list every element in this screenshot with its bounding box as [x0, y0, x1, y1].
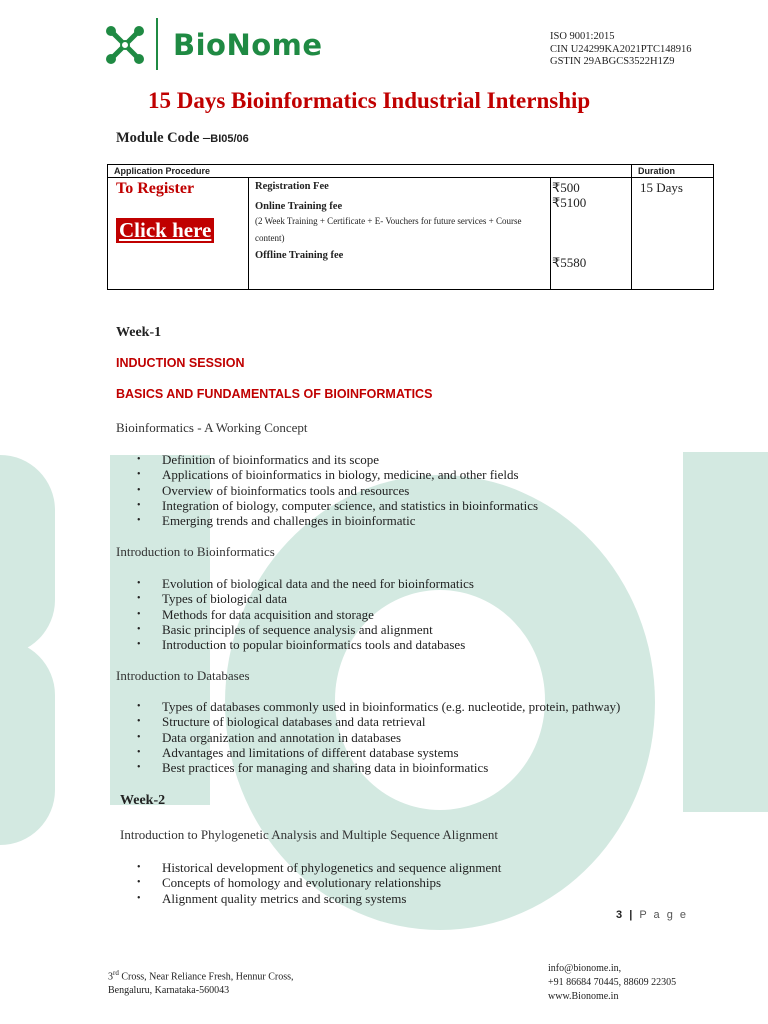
bullet-icon: •: [137, 454, 141, 465]
bullet-icon: •: [137, 484, 141, 496]
registration-fee-label: Registration Fee: [255, 181, 329, 192]
bullet-icon: •: [137, 515, 141, 527]
amount-registration: ₹500: [552, 180, 580, 195]
col-header-procedure: Application Procedure: [108, 165, 632, 178]
list-item: • Introduction to popular bioinformatics tools and databases: [137, 637, 466, 653]
list-item: • Integration of biology, computer science, and statistics in bioinformatics: [137, 497, 539, 513]
offline-fee-label: Offline Training fee: [255, 250, 344, 261]
contact-phone: +91 86684 70445, 88609 22305: [548, 977, 677, 988]
list-item: • Data organization and annotation in databases: [137, 729, 402, 745]
footer-contact: [548, 962, 676, 1004]
amount-cell: [551, 178, 632, 290]
section-title: Bioinformatics - A Working Concept: [116, 420, 308, 435]
module-code-value: BI05/06: [210, 133, 249, 145]
logo: [104, 18, 344, 74]
cin-line: CIN U24299KA2021PTC148916: [550, 43, 692, 55]
page-title: 15 Days Bioinformatics Industrial Internship: [148, 88, 591, 113]
bullet-icon: •: [137, 593, 141, 605]
week-2-heading: Week-2: [120, 793, 166, 808]
module-code-label: Module Code –: [116, 130, 211, 146]
list-item: • Types of biological data: [137, 591, 288, 607]
module-code: [116, 130, 249, 147]
bullet-icon: •: [137, 578, 141, 589]
section-title: Introduction to Databases: [116, 668, 250, 683]
list-item: • Evolution of biological data and the need for bioinformatics: [137, 576, 474, 591]
section-title: Introduction to Phylogenetic Analysis and Multiple Sequence Alignment: [120, 827, 499, 842]
bullet-icon: •: [137, 862, 141, 873]
bullet-list: [137, 860, 502, 906]
bullet-list: [137, 699, 621, 776]
list-item: • Types of databases commonly used in bioinformatics (e.g. nucleotide, protein, pathway): [137, 699, 621, 714]
online-fee-note: (2 Week Training + Certificate + E- Vouchers for future services + Course content): [255, 216, 522, 243]
duration-cell: [632, 178, 714, 290]
list-item: • Historical development of phylogenetics and sequence alignment: [137, 860, 502, 875]
fee-description-cell: [249, 178, 551, 290]
bullet-icon: •: [137, 701, 141, 712]
duration-value: 15 Days: [640, 180, 683, 195]
list-item: • Applications of bioinformatics in biology, medicine, and other fields: [137, 467, 519, 483]
list-item: • Definition of bioinformatics and its scope: [137, 452, 379, 467]
page-number-value: 3: [616, 909, 625, 921]
bullet-icon: •: [137, 639, 141, 651]
contact-website[interactable]: www.Bionome.in: [548, 991, 619, 1002]
bullet-list: [137, 576, 474, 653]
page-number-separator: |: [629, 909, 635, 921]
bullet-icon: •: [137, 623, 141, 635]
basics-heading: BASICS AND FUNDAMENTALS OF BIOINFORMATICS: [116, 387, 433, 401]
gstin-line: GSTIN 29ABGCS3522H1Z9: [550, 56, 675, 67]
list-item: • Alignment quality metrics and scoring systems: [137, 890, 407, 906]
address-line-1: 3rd Cross, Near Reliance Fresh, Hennur Cross,: [108, 969, 294, 983]
amount-offline: ₹5580: [552, 255, 587, 270]
list-item: • Overview of bioinformatics tools and resources: [137, 482, 410, 498]
bullet-icon: •: [137, 469, 141, 481]
company-info: [550, 31, 691, 69]
amount-online: ₹5100: [552, 195, 587, 210]
list-item: • Structure of biological databases and data retrieval: [137, 714, 426, 730]
bullet-icon: •: [137, 877, 141, 889]
online-fee-label: Online Training fee: [255, 201, 343, 212]
induction-session-heading: INDUCTION SESSION: [116, 356, 245, 370]
iso-line: ISO 9001:2015: [550, 31, 615, 42]
logo-divider: [156, 18, 158, 70]
list-item: • Advantages and limitations of different database systems: [137, 744, 459, 760]
bullet-icon: •: [137, 731, 141, 743]
address-line-2: Bengaluru, Karnataka-560043: [108, 985, 230, 997]
col-header-duration: Duration: [632, 165, 714, 178]
list-item: • Emerging trends and challenges in bioinformatic: [137, 513, 416, 529]
list-item: • Basic principles of sequence analysis and alignment: [137, 621, 433, 637]
logo-text: BioNome: [173, 28, 323, 62]
week-1-heading: Week-1: [116, 325, 162, 340]
application-table: [107, 164, 714, 290]
table-row: [108, 178, 714, 290]
section-title: Introduction to Bioinformatics: [116, 544, 275, 559]
bullet-icon: •: [137, 499, 141, 511]
click-here-link[interactable]: Click here: [116, 218, 214, 243]
bullet-icon: •: [137, 746, 141, 758]
register-label: To Register: [116, 180, 195, 197]
register-cell: [108, 178, 249, 290]
list-item: • Best practices for managing and sharing data in bioinformatics: [137, 760, 489, 776]
list-item: • Concepts of homology and evolutionary relationships: [137, 875, 442, 891]
bullet-icon: •: [137, 892, 141, 904]
list-item: • Methods for data acquisition and storage: [137, 606, 374, 622]
contact-email[interactable]: info@bionome.in,: [548, 963, 622, 974]
footer-address: [108, 966, 294, 998]
bullet-icon: •: [137, 762, 141, 774]
bullet-icon: •: [137, 716, 141, 728]
bullet-list: [137, 452, 539, 529]
molecule-logo-icon: [104, 22, 146, 68]
page-number: [616, 909, 688, 921]
page-number-label: P a g e: [639, 909, 688, 921]
table-header-row: [108, 165, 714, 178]
bullet-icon: •: [137, 608, 141, 620]
